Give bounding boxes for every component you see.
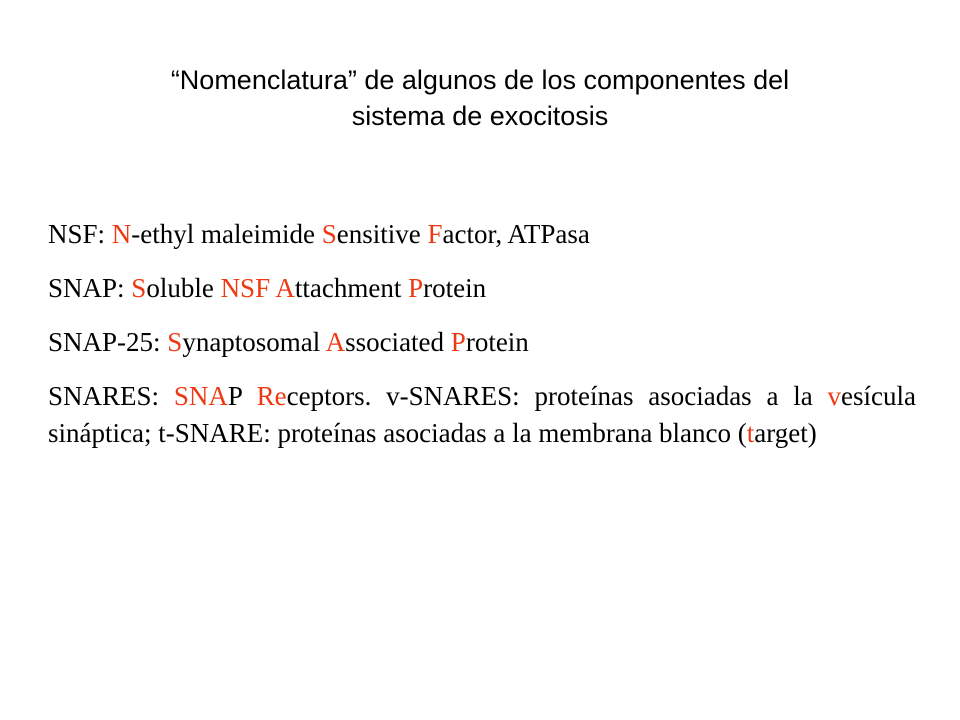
nsf-text: -ethyl maleimide <box>131 219 322 249</box>
snap-text: oluble <box>146 273 221 303</box>
definition-nsf <box>48 216 916 253</box>
nsf-letter-s: S <box>321 219 337 249</box>
snap25-text: rotein <box>465 327 529 357</box>
title-line-1: “Nomenclatura” de algunos de los componentes del <box>170 65 790 95</box>
snap-text: ttachment <box>294 273 409 303</box>
snap25-text: ynaptosomal <box>182 327 326 357</box>
snap25-text: ssociated <box>345 327 451 357</box>
snares-letter-t: t <box>746 418 755 448</box>
snares-text: arget) <box>754 418 817 448</box>
snares-text: esícula sináptica; t-SNARE: proteínas asociadas a la membrana blanco ( <box>48 381 916 448</box>
snap25-term: SNAP-25: <box>48 327 168 357</box>
snap-letter-s: S <box>131 273 147 303</box>
snap-letter-a: A <box>275 273 295 303</box>
snares-text: P <box>227 381 257 411</box>
snares-term: SNARES: <box>48 381 174 411</box>
snares-letters-sna: SNA <box>173 381 228 411</box>
title-line-2: sistema de exocitosis <box>351 101 609 131</box>
nsf-text: ensitive <box>336 219 428 249</box>
nsf-term: NSF: <box>48 219 112 249</box>
snares-letter-v: v <box>827 381 842 411</box>
slide-title <box>0 62 960 134</box>
nsf-text: actor, ATPasa <box>442 219 590 249</box>
definition-snares <box>48 378 916 452</box>
nsf-letter-f: F <box>427 219 443 249</box>
snap-letter-p: P <box>408 273 424 303</box>
snares-text: ceptors. v-SNARES: proteínas asociadas a la <box>286 381 828 411</box>
nsf-letter-n: N <box>111 219 132 249</box>
snap-text: rotein <box>423 273 487 303</box>
definitions-list <box>48 216 916 469</box>
definition-snap <box>48 270 916 307</box>
snap-letters-nsf: NSF <box>220 273 271 303</box>
snap25-letter-p: P <box>450 327 466 357</box>
snap25-letter-s: S <box>167 327 183 357</box>
definition-snap25 <box>48 324 916 361</box>
snares-letters-re: Re <box>256 381 287 411</box>
snap25-letter-a: A <box>325 327 346 357</box>
snap-term: SNAP: <box>48 273 132 303</box>
